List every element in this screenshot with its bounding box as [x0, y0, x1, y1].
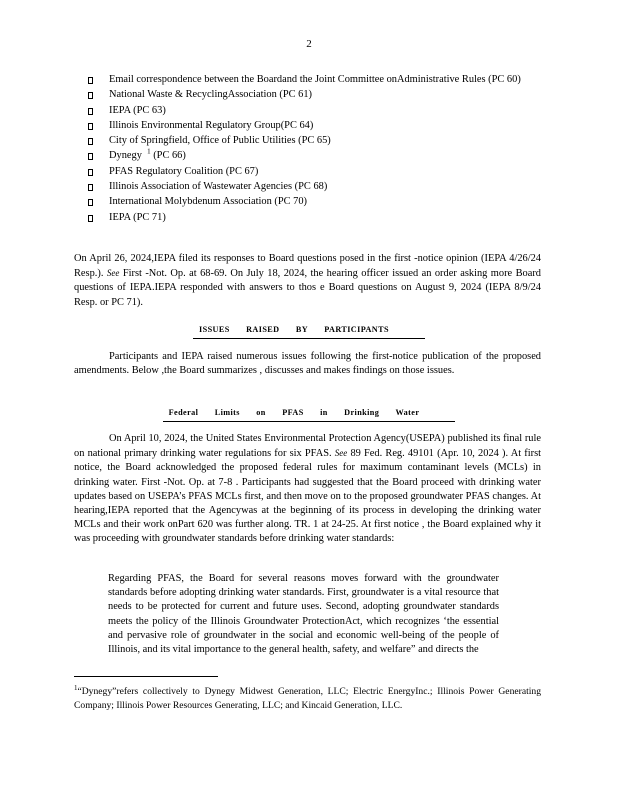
paragraph-iepa-responses: On April 26, 2024,IEPA filed its responses to Board questions posed in the first -notice opinion (IEPA 4/26/24 Resp.). See First -Not. Op. at 68-69. On July 18, 2024, the hearing officer issued an order asking more Board questions of IEPA.IEPA responded with answers to thos e Board questions on August 9, 2024 (IEPA 8/9/24 Resp. or PC 71). [74, 253, 541, 308]
comment-label: Dynegy [109, 150, 142, 162]
list-item [88, 119, 538, 133]
comment-label: Illinois Environmental Regulatory Group(PC 64) [109, 119, 314, 131]
bullet-square-icon [88, 77, 93, 84]
bullet-square-icon [88, 153, 93, 160]
paragraph-federal-limits: On April 10, 2024, the United States Environmental Protection Agency(USEPA) published its final rule on national primary drinking water regulations for six PFAS. See 89 Fed. Reg. 49101 (Apr. 10, 2024 ). At first notice, the Board acknowledged the proposed federal rules for maximum contaminant levels (MCLs) in drinking water. First -Not. Op. at 7-8 . Participants had suggested that the Board proceed with drinking water updates based on USEPA’s PFAS MCLs first, and then move on to the proposed groundwater PFAS changes. At hearing,IEPA reported that the Agencywas at the beginning of its process in developing the drinking water MCLs and their work onPart 620 was further along. TR. 1 at 24-25. At first notice , the Board explained why it was proceeding with groundwater standards before drinking water standards: [74, 433, 542, 545]
bullet-square-icon [88, 184, 93, 191]
list-item [88, 180, 538, 194]
public-comment-list [88, 73, 538, 226]
section-heading-issues: ISSUES RAISED BY PARTICIPANTS [0, 323, 618, 339]
comment-label: International Molybdenum Association (PC 70) [109, 196, 307, 208]
page-number: 2 [306, 38, 312, 50]
list-item [88, 195, 538, 209]
comment-label: National Waste & RecyclingAssociation (PC 61) [109, 89, 312, 101]
comment-label: Email correspondence between the Boardand the Joint Committee onAdministrative Rules (PC 60) [109, 74, 521, 85]
paragraph-participants: Participants and IEPA raised numerous issues following the first-notice publication of the proposed amendments. Below ,the Board summarizes , discusses and makes findings on those issues. [74, 351, 541, 377]
list-item [88, 104, 538, 118]
footnote-number: 1 [74, 683, 78, 692]
list-item [88, 165, 538, 179]
bullet-square-icon [88, 169, 93, 176]
bullet-square-icon [88, 123, 93, 130]
section-heading-federal-limits: Federal Limits on PFAS in Drinking Water [0, 406, 618, 422]
block-quote: Regarding PFAS, the Board for several reasons moves forward with the groundwater standards before adopting drinking water standards. First, groundwater is a vital resource that needs to be protected for current and future uses. Second, adopting groundwater standards meets the policy of the Illinois Groundwater ProtectionAct, which recognizes ‘the essential and pervasive role of groundwater in the social and economic well-being of the people of Illinois, and its vital importance to the general health, safety, and welfare” and directs the [108, 573, 499, 656]
footnote-separator [74, 676, 218, 677]
bullet-square-icon [88, 199, 93, 206]
bullet-square-icon [88, 138, 93, 145]
footnote [74, 685, 541, 712]
list-item [88, 134, 538, 148]
comment-label: IEPA (PC 63) [109, 104, 166, 116]
footnote-text: “Dynegy”refers collectively to Dynegy Midwest Generation, LLC; Electric EnergyInc.; Illinois Power Generating Company; Illinois Power Resources Generating, LLC; and Kincaid Generation, LLC. [74, 686, 541, 711]
see-signal: See [334, 448, 348, 459]
bullet-square-icon [88, 92, 93, 99]
comment-label-suffix: (PC 66) [150, 150, 186, 162]
list-item [88, 149, 538, 163]
footnote-reference[interactable]: 1 [147, 148, 151, 157]
list-item [88, 211, 538, 225]
list-item [88, 88, 538, 102]
comment-label: Illinois Association of Wastewater Agencies (PC 68) [109, 181, 328, 193]
bullet-square-icon [88, 108, 93, 115]
list-item [88, 73, 538, 87]
comment-label: IEPA (PC 71) [109, 211, 166, 223]
comment-label: City of Springfield, Office of Public Utilities (PC 65) [109, 135, 331, 147]
see-signal: See [106, 268, 120, 279]
bullet-square-icon [88, 215, 93, 222]
comment-label: PFAS Regulatory Coalition (PC 67) [109, 165, 259, 177]
